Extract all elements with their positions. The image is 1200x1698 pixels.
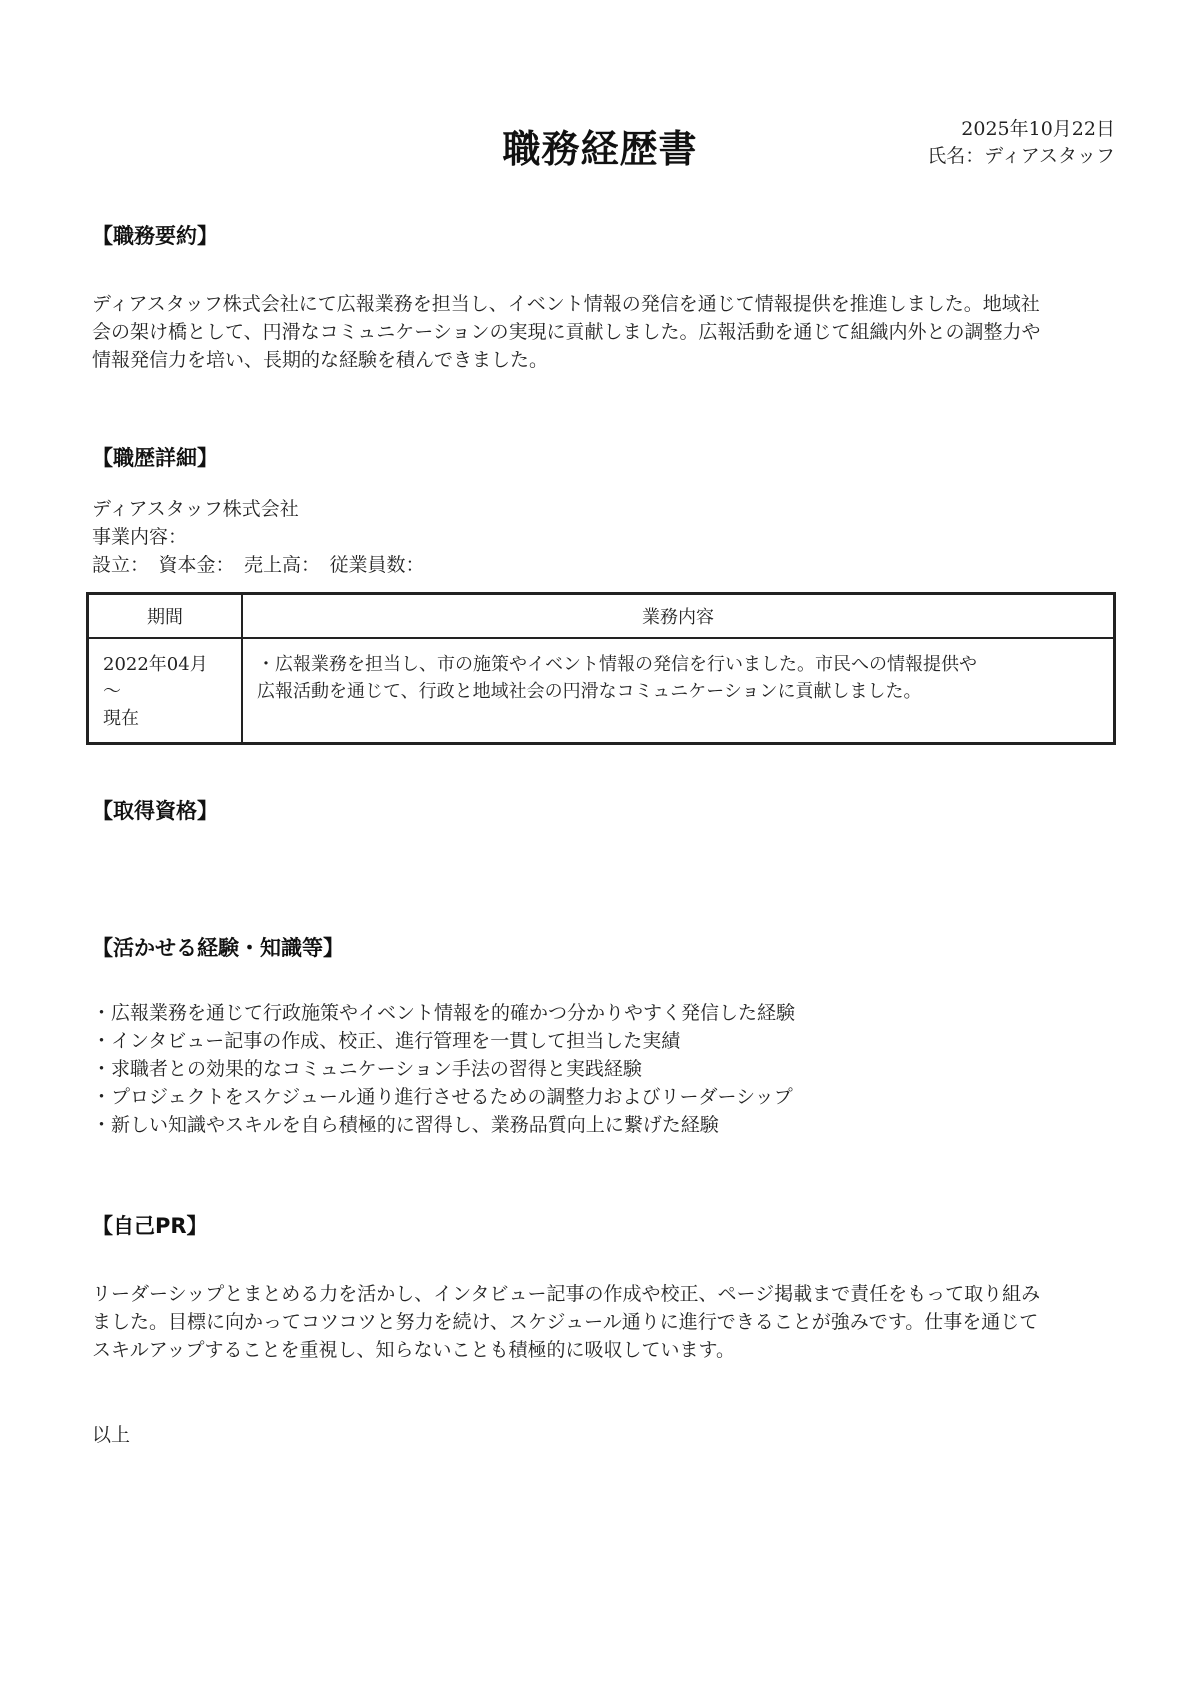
self-pr-line: ました。目標に向かってコツコツと努力を続け、スケジュール通りに進行できることが強みです。仕事を通じて [92, 1311, 1039, 1333]
summary-line: ディアスタッフ株式会社にて広報業務を担当し、イベント情報の発信を通じて情報提供を推進しました。地域社 [92, 293, 1040, 315]
applicant-name: 氏名：ディアスタッフ [927, 145, 1115, 167]
self-pr-line: リーダーシップとまとめる力を活かし、インタビュー記事の作成や校正、ページ掲載まで責任をもって取り組み [92, 1283, 1041, 1305]
company-name: ディアスタッフ株式会社 [92, 498, 299, 520]
summary-text [92, 290, 1112, 374]
business-description: 事業内容： [92, 526, 188, 548]
self-pr-text [92, 1280, 1112, 1364]
career-table-header [88, 594, 1115, 639]
skill-item: ・広報業務を通じて行政施策やイベント情報を的確かつ分かりやすく発信した経験 [92, 1002, 796, 1024]
content-header: 業務内容 [242, 594, 1115, 639]
qualifications-heading: 【取得資格】 [92, 799, 218, 823]
career-heading: 【職歴詳細】 [92, 446, 218, 470]
document-meta [927, 116, 1115, 170]
document-title: 職務経歴書 [502, 127, 698, 171]
skill-item: ・求職者との効果的なコミュニケーション手法の習得と実践経験 [92, 1058, 642, 1080]
period-start: 2022年04月 [103, 654, 208, 675]
company-info [92, 495, 1112, 579]
content-line: 広報活動を通じて、行政と地域社会の円滑なコミュニケーションに貢献しました。 [257, 681, 922, 702]
period-header: 期間 [88, 594, 243, 639]
skills-list [92, 999, 1112, 1139]
summary-line: 情報発信力を培い、長期的な経験を積んできました。 [92, 349, 549, 371]
content-cell [242, 638, 1115, 744]
self-pr-line: スキルアップすることを重視し、知らないことも積極的に吸収しています。 [92, 1339, 735, 1361]
career-table [86, 592, 1116, 745]
table-row [88, 638, 1115, 744]
summary-line: 会の架け橋として、円滑なコミュニケーションの実現に貢献しました。広報活動を通じて組織内外との調整力や [92, 321, 1041, 343]
summary-heading: 【職務要約】 [92, 224, 218, 248]
content-line: ・広報業務を担当し、市の施策やイベント情報の発信を行いました。市民への情報提供や [257, 654, 977, 675]
closing-text: 以上 [92, 1424, 131, 1446]
self-pr-heading: 【自己PR】 [92, 1214, 208, 1238]
skill-item: ・プロジェクトをスケジュール通り進行させるための調整力およびリーダーシップ [92, 1086, 793, 1108]
skill-item: ・インタビュー記事の作成、校正、進行管理を一貫して担当した実績 [92, 1030, 681, 1052]
skills-heading: 【活かせる経験・知識等】 [92, 936, 344, 960]
company-stats: 設立： 資本金： 売上高： 従業員数： [92, 554, 425, 576]
skill-item: ・新しい知識やスキルを自ら積極的に習得し、業務品質向上に繋げた経験 [92, 1114, 719, 1136]
document-date: 2025年10月22日 [961, 118, 1115, 140]
period-separator: ～ [103, 681, 121, 702]
period-cell [88, 638, 243, 744]
period-end: 現在 [103, 708, 139, 729]
